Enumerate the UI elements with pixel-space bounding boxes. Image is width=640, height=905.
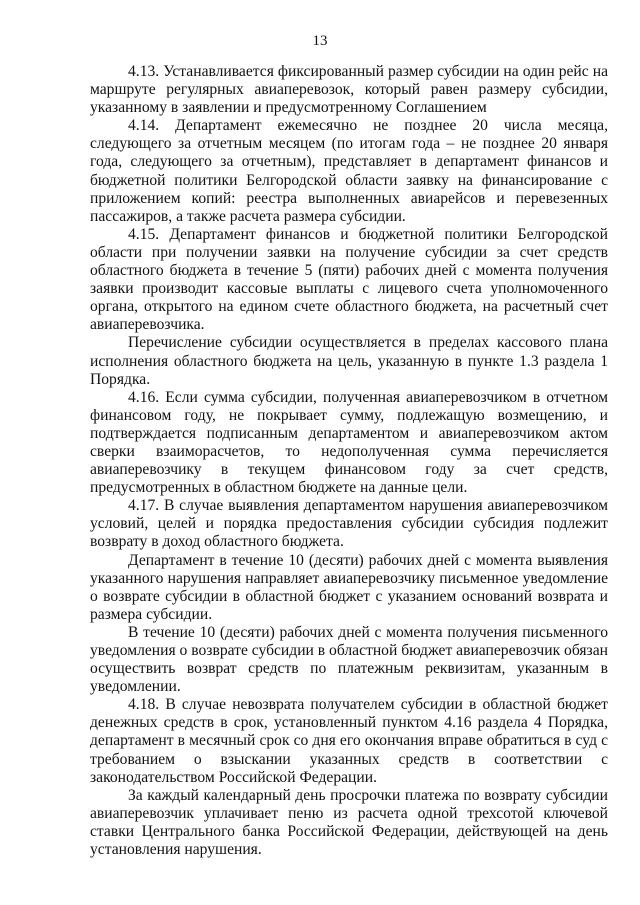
paragraph-4-17-notice: Департамент в течение 10 (десяти) рабочих дней с момента выявления указанного нарушения направляет авиаперевозчику письменное уведомление о возврате субсидии в областной бюджет с указанием оснований возврата и размера субсидии. bbox=[90, 551, 608, 623]
paragraph-4-16: 4.16. Если сумма субсидии, полученная авиаперевозчиком в отчетном финансовом году, не покрывает сумму, подлежащую возмещению, и подтверждается подписанным департаментом и авиаперевозчиком актом сверки взаиморасчетов, то недополученная сумма перечисляется авиаперевозчику в текущем финансовом году за счет средств, предусмотренных в областном бюджете на данные цели. bbox=[90, 388, 608, 497]
page-number: 13 bbox=[312, 33, 328, 49]
paragraph-4-14: 4.14. Департамент ежемесячно не позднее 20 числа месяца, следующего за отчетным месяцем (по итогам года – не позднее 20 января года, следующего за отчетным), представляет в департамент финансов и бюджетной политики Белгородской области заявку на финансирование с приложением копий: реестра выполненных авиарейсов и перевезенных пассажиров, а также расчета размера субсидии. bbox=[90, 117, 608, 225]
paragraph-4-17-refund: В течение 10 (десяти) рабочих дней с момента получения письменного уведомления о возврате субсидии в областной бюджет авиаперевозчик обязан осуществить возврат средств по платежным реквизитам, указанным в уведомлении. bbox=[90, 623, 608, 696]
paragraph-4-17: 4.17. В случае выявления департаментом нарушения авиаперевозчиком условий, целей и порядка предоставления субсидии субсидия подлежит возврату в доход областного бюджета. bbox=[90, 497, 608, 551]
document-body bbox=[90, 63, 608, 859]
paragraph-4-13: 4.13. Устанавливается фиксированный размер субсидии на один рейс на маршруте регулярных авиаперевозок, который равен размеру субсидии, указанному в заявлении и предусмотренному Соглашением bbox=[90, 63, 608, 117]
paragraph-4-15-transfer: Перечисление субсидии осуществляется в пределах кассового плана исполнения областного бюджета на цель, указанную в пункте 1.3 раздела 1 Порядка. bbox=[90, 334, 608, 388]
paragraph-4-18: 4.18. В случае невозврата получателем субсидии в областной бюджет денежных средств в срок, установленный пунктом 4.16 раздела 4 Порядка, департамент в месячный срок со дня его окончания вправе обратиться в суд с требованием о взыскании указанных средств в соответствии с законодательством Российской Федерации. bbox=[90, 696, 608, 786]
paragraph-4-15: 4.15. Департамент финансов и бюджетной политики Белгородской области при получении заявки на получение субсидии за счет средств областного бюджета в течение 5 (пяти) рабочих дней с момента получения заявки производит кассовые выплаты с лицевого счета уполномоченного органа, открытого на едином счете областного бюджета, на расчетный счет авиаперевозчика. bbox=[90, 225, 608, 334]
paragraph-4-18-penalty: За каждый календарный день просрочки платежа по возврату субсидии авиаперевозчик уплачивает пеню из расчета одной трехсотой ключевой ставки Центрального банка Российской Федерации, действующей на день установления нарушения. bbox=[90, 786, 608, 859]
